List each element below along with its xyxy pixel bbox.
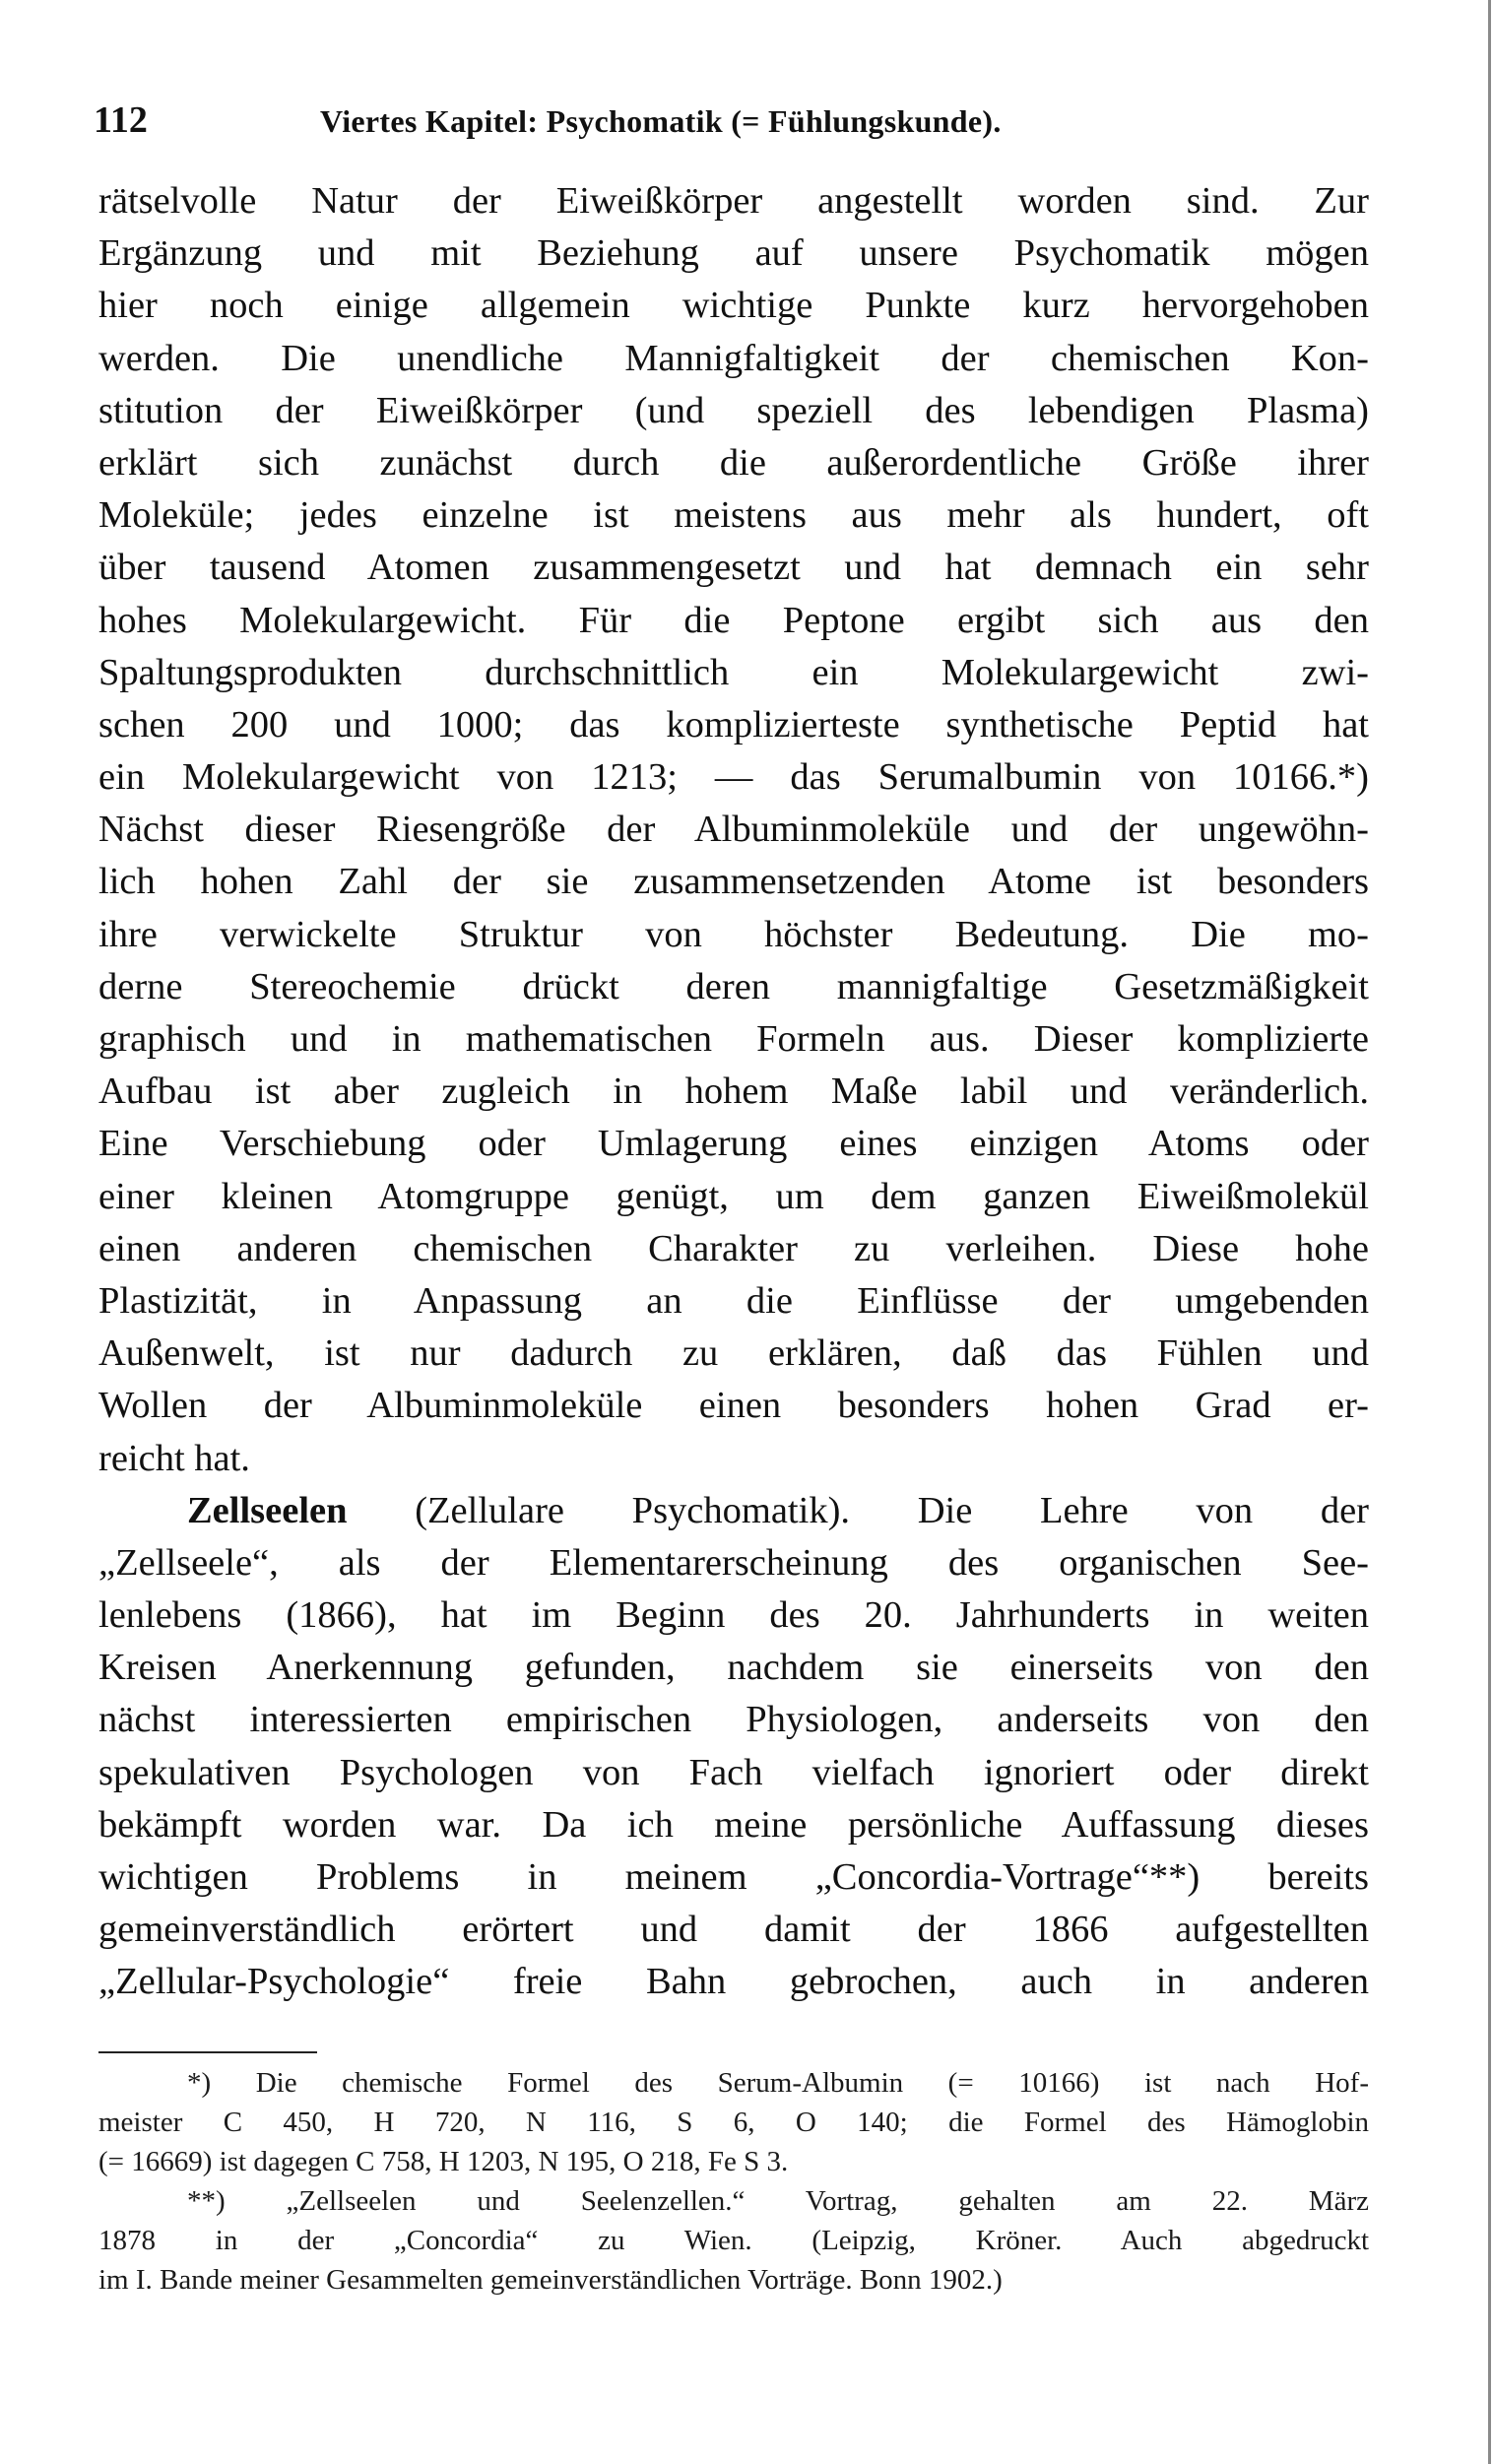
- footnote-line: (= 16669) ist dagegen C 758, H 1203, N 195, O 218, Fe S 3.: [98, 2146, 789, 2177]
- text-line: Eine Verschiebung oder Umlagerung eines einzigen Atoms oder: [98, 1123, 1369, 1165]
- running-head: [94, 95, 1374, 146]
- text-line: einen anderen chemischen Charakter zu verleihen. Diese hohe: [98, 1227, 1369, 1269]
- footnote-line: **) „Zellseelen und Seelenzellen.“ Vortrag, gehalten am 22. März: [187, 2185, 1369, 2217]
- text-line: erklärt sich zunächst durch die außerordentliche Größe ihrer: [98, 441, 1369, 484]
- text-line: spekulativen Psychologen von Fach vielfach ignoriert oder direkt: [98, 1751, 1369, 1793]
- text-line: Moleküle; jedes einzelne ist meistens aus mehr als hundert, oft: [98, 494, 1369, 537]
- text-line: lich hohen Zahl der sie zusammensetzenden Atome ist besonders: [98, 861, 1369, 903]
- text-line: über tausend Atomen zusammengesetzt und hat demnach ein sehr: [98, 547, 1369, 589]
- text-line: werden. Die unendliche Mannigfaltigkeit der chemischen Kon-: [98, 337, 1369, 379]
- text-line: stitution der Eiweißkörper (und speziell des lebendigen Plasma): [98, 389, 1369, 431]
- text-line: lenlebens (1866), hat im Beginn des 20. Jahrhunderts in weiten: [98, 1594, 1369, 1637]
- text-line: „Zellular-Psychologie“ freie Bahn gebrochen, auch in anderen: [98, 1961, 1369, 2003]
- footnote-line: meister C 450, H 720, N 116, S 6, O 140; die Formel des Hämoglobin: [98, 2107, 1369, 2138]
- text-line: ein Molekulargewicht von 1213; — das Serumalbumin von 10166.*): [98, 756, 1369, 799]
- footnote-line: im I. Bande meiner Gesammelten gemeinverständlichen Vorträge. Bonn 1902.): [98, 2264, 1003, 2296]
- page-number: 112: [94, 99, 148, 141]
- main-text: [98, 175, 1369, 2009]
- text-line: Ergänzung und mit Beziehung auf unsere Psychomatik mögen: [98, 232, 1369, 275]
- footnote-line: 1878 in der „Concordia“ zu Wien. (Leipzig, Kröner. Auch abgedruckt: [98, 2225, 1369, 2256]
- chapter-title: Viertes Kapitel: Psychomatik (= Fühlungskunde).: [320, 103, 1002, 139]
- text-line: graphisch und in mathematischen Formeln aus. Dieser komplizierte: [98, 1018, 1369, 1060]
- section-heading-line: [98, 1485, 1369, 1537]
- footnotes: [98, 2063, 1369, 2300]
- text-line: schen 200 und 1000; das komplizierteste synthetische Peptid hat: [98, 703, 1369, 746]
- text-line: nächst interessierten empirischen Physiologen, anderseits von den: [98, 1699, 1369, 1741]
- text-line: gemeinverständlich erörtert und damit der 1866 aufgestellten: [98, 1909, 1369, 1951]
- section-term: Zellseelen: [187, 1489, 348, 1531]
- text-line: Aufbau ist aber zugleich in hohem Maße labil und veränderlich.: [98, 1070, 1369, 1113]
- text-line: Plastizität, in Anpassung an die Einflüsse der umgebenden: [98, 1279, 1369, 1322]
- text-line: Außenwelt, ist nur dadurch zu erklären, daß das Fühlen und: [98, 1332, 1369, 1375]
- footnote-divider: [98, 2051, 317, 2053]
- text-line: bekämpft worden war. Da ich meine persönliche Auffassung dieses: [98, 1803, 1369, 1846]
- text-line: rätselvolle Natur der Eiweißkörper angestellt worden sind. Zur: [98, 180, 1369, 222]
- text-line: Nächst dieser Riesengröße der Albuminmoleküle und der ungewöhn-: [98, 809, 1369, 851]
- text-line: wichtigen Problems in meinem „Concordia-Vortrage“**) bereits: [98, 1856, 1369, 1898]
- paragraph-last-line: reicht hat.: [98, 1437, 250, 1479]
- text-line: derne Stereochemie drückt deren mannigfaltige Gesetzmäßigkeit: [98, 965, 1369, 1007]
- text-line: Spaltungsprodukten durchschnittlich ein Molekulargewicht zwi-: [98, 651, 1369, 693]
- text-line: ihre verwickelte Struktur von höchster Bedeutung. Die mo-: [98, 913, 1369, 955]
- section-heading-rest: (Zellulare Psychomatik). Die Lehre von der: [347, 1489, 1369, 1531]
- text-line: hohes Molekulargewicht. Für die Peptone ergibt sich aus den: [98, 599, 1369, 641]
- text-line: Kreisen Anerkennung gefunden, nachdem sie einerseits von den: [98, 1647, 1369, 1689]
- footnote-line: *) Die chemische Formel des Serum-Albumin (= 10166) ist nach Hof-: [187, 2067, 1369, 2099]
- text-line: einer kleinen Atomgruppe genügt, um dem ganzen Eiweißmolekül: [98, 1175, 1369, 1217]
- text-line: „Zellseele“, als der Elementarerscheinung des organischen See-: [98, 1541, 1369, 1584]
- page-edge-line: [1488, 0, 1491, 2464]
- text-line: Wollen der Albuminmoleküle einen besonders hohen Grad er-: [98, 1385, 1369, 1427]
- text-line: hier noch einige allgemein wichtige Punkte kurz hervorgehoben: [98, 285, 1369, 327]
